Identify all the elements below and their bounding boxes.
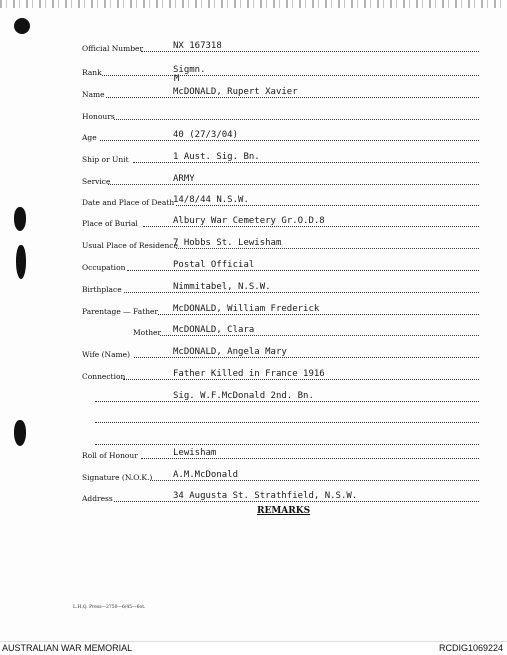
residence-row xyxy=(0,231,507,253)
signature-row xyxy=(0,463,507,485)
field-value: Postal Official xyxy=(173,260,255,270)
scan-edge xyxy=(0,0,507,8)
field-value: Lewisham xyxy=(173,448,217,458)
field-label: Birthplace xyxy=(82,285,122,294)
footer-source: AUSTRALIAN WAR MEMORIAL xyxy=(2,643,133,653)
name-correction-mark: M xyxy=(174,74,180,84)
connection-row xyxy=(0,362,507,384)
punch-hole xyxy=(14,18,30,34)
official-number-row xyxy=(0,34,507,56)
field-label: Place of Burial xyxy=(82,219,138,228)
field-value: Sig. W.F.McDonald 2nd. Bn. xyxy=(173,391,314,401)
field-value: Albury War Cemetery Gr.O.D.8 xyxy=(173,216,325,226)
field-label: Occupation xyxy=(82,263,126,272)
field-label: Signature (N.O.K.) xyxy=(82,473,153,482)
age-row xyxy=(0,123,507,145)
footer-id: RCDIG1069224 xyxy=(438,643,503,653)
death-row xyxy=(0,188,507,210)
field-label: Date and Place of Death xyxy=(82,198,175,207)
field-label: Name xyxy=(82,90,105,99)
field-value: 34 Augusta St. Strathfield, N.S.W. xyxy=(173,491,358,501)
field-label: Mother xyxy=(133,328,162,337)
field-label: Official Number xyxy=(82,44,144,53)
connection-line-2 xyxy=(0,384,507,406)
field-label: Connection xyxy=(82,372,126,381)
wife-row xyxy=(0,340,507,362)
birthplace-row xyxy=(0,275,507,297)
field-label: Honours xyxy=(82,112,115,121)
field-label: Roll of Honour xyxy=(82,451,138,460)
field-value: Nimmitabel, N.S.W. xyxy=(173,282,271,292)
field-value: McDONALD, Angela Mary xyxy=(173,347,287,357)
field-value: A.M.McDonald xyxy=(173,470,239,480)
footer-bar xyxy=(0,641,507,655)
occupation-row xyxy=(0,253,507,275)
rank-row xyxy=(0,58,507,80)
connection-line-3 xyxy=(0,405,507,427)
print-code: L.H.Q. Press—2750—6/45—6ot. xyxy=(73,605,146,610)
field-value: ARMY xyxy=(173,174,195,184)
field-label: Address xyxy=(82,494,113,503)
field-label: Age xyxy=(82,133,97,142)
field-value: Father Killed in France 1916 xyxy=(173,369,325,379)
mother-row xyxy=(0,318,507,340)
honours-row xyxy=(0,102,507,124)
field-label: Usual Place of Residence xyxy=(82,241,178,250)
field-label: Ship or Unit xyxy=(82,155,129,164)
burial-row xyxy=(0,209,507,231)
field-value: McDONALD, William Frederick xyxy=(173,304,320,314)
field-value: Sigmn. xyxy=(173,65,206,75)
field-value: McDONALD, Clara xyxy=(173,325,255,335)
name-row xyxy=(0,80,507,102)
service-row xyxy=(0,167,507,189)
field-value: McDONALD, Rupert Xavier xyxy=(173,87,298,97)
field-value: 7 Hobbs St. Lewisham xyxy=(173,238,282,248)
field-label: Service xyxy=(82,177,111,186)
remarks-heading: REMARKS xyxy=(257,506,311,516)
address-row xyxy=(0,484,507,506)
unit-row xyxy=(0,145,507,167)
roll-row xyxy=(0,441,507,463)
field-value: 1 Aust. Sig. Bn. xyxy=(173,152,260,162)
field-label: Parentage — Father xyxy=(82,307,159,316)
father-row xyxy=(0,297,507,319)
field-value: 40 (27/3/04) xyxy=(173,130,239,140)
field-label: Wife (Name) xyxy=(82,350,131,359)
field-label: Rank xyxy=(82,68,102,77)
field-value: NX 167318 xyxy=(173,41,222,51)
field-value: 14/8/44 N.S.W. xyxy=(173,195,249,205)
